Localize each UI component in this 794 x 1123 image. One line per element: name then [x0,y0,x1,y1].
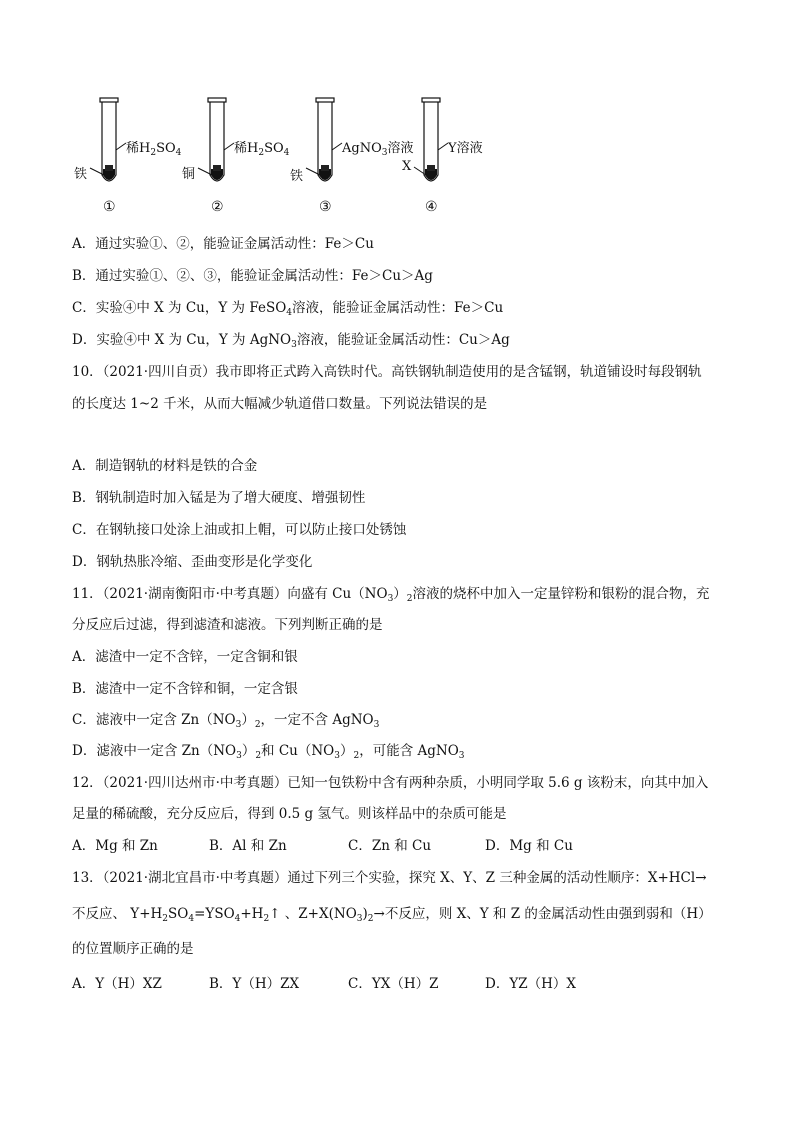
q9-option-b: B．通过实验①、②、③，能验证金属活动性：Fe＞Cu＞Ag [72,268,433,284]
tube-2-solid-label: 铜 [182,167,196,182]
q11-stem-line2: 分反应后过滤，得到滤渣和滤液。下列判断正确的是 [72,617,383,633]
q13-options [72,972,576,992]
q10-option-d: D．钢轨热胀冷缩、歪曲变形是化学变化 [72,554,313,570]
q10-option-b: B．钢轨制造时加入锰是为了增大硬度、增强韧性 [72,490,366,506]
q11-option-b: B．滤渣中一定不含锌和铜，一定含银 [72,681,298,697]
q12-option-a: A．Mg 和 Zn [72,838,158,854]
q13-stem-line2: 不反应、 $Y+H_2SO_4=YSO_4+H_2↑$ 、$Z+X(NO_3)_2\to$不反应，则 X、Y 和 Z 的金属活动性由强到弱和（H） [72,906,712,924]
tube-2-liquid-label: 稀$H_2SO_4$ [234,141,290,158]
q12-stem-line1: 12．（2021·四川达州市·中考真题）已知一包铁粉中含有两种杂质，小明同学取 5.6 g 该粉末，向其中加入 [72,775,709,791]
q9-option-a: A．通过实验①、②，能验证金属活动性：Fe＞Cu [72,236,374,252]
q13-option-b: B．Y（H）ZX [209,976,300,992]
tube-1-number: ① [103,199,116,215]
tube-1-solid-label: 铁 [74,167,88,182]
q11-option-d: D．滤液中一定含 $Zn(NO_3)_2$和 $Cu(NO_3)_2$，可能含 AgNO$_3$ [72,743,465,761]
q12-option-d: D．Mg 和 Cu [485,838,573,854]
q13-option-a: A．Y（H）XZ [72,976,162,992]
q11-stem-line1: 11．（2021·湖南衡阳市·中考真题）向盛有 $Cu(NO_3)_2$溶液的烧杯中加入一定量锌粉和银粉的混合物，充 [72,586,710,604]
tube-2-number: ② [211,199,224,215]
test-tube-2 [198,98,234,181]
q10-option-c: C．在钢轨接口处涂上油或扣上帽，可以防止接口处锈蚀 [72,522,407,538]
tube-3-number: ③ [319,199,332,215]
tube-4-number: ④ [425,199,438,215]
test-tube-figure [70,95,510,220]
q13-option-c: C．YX（H）Z [348,976,439,992]
q13-stem-line3: 的位置顺序正确的是 [72,941,194,957]
q11-option-a: A．滤渣中一定不含锌，一定含铜和银 [72,649,298,665]
tube-4-liquid-label: Y溶液 [448,141,483,156]
q12-options [72,834,573,854]
q10-option-a: A．制造钢轨的材料是铁的合金 [72,458,258,474]
tube-1-liquid-label: 稀$H_2SO_4$ [126,141,182,158]
q12-option-b: B．Al 和 Zn [209,838,287,854]
test-tube-1 [90,98,126,181]
q12-stem-line2: 足量的稀硫酸，充分反应后，得到 0.5 g 氢气。则该样品中的杂质可能是 [72,806,507,822]
q11-option-c: C．滤液中一定含 $Zn(NO_3)_2$，一定不含 AgNO$_3$ [72,712,380,730]
test-tube-4 [414,98,448,181]
tube-3-solid-label: 铁 [290,169,304,184]
q13-stem-line1: 13．（2021·湖北宜昌市·中考真题）通过下列三个实验，探究 X、Y、Z 三种金属的活动性顺序：X+HCl→ [72,870,707,886]
test-tube-3 [306,98,342,181]
q9-option-c: C．实验④中 X 为 Cu，Y 为 FeSO$_4$溶液，能验证金属活动性：Fe＞Cu [72,300,504,318]
tube-3-liquid-label: AgNO$_3$溶液 [342,141,414,158]
q10-stem-line2: 的长度达 1~2 千米，从而大幅减少轨道借口数量。下列说法错误的是 [72,396,488,412]
q9-option-d: D．实验④中 X 为 Cu，Y 为 AgNO$_3$溶液，能验证金属活动性：Cu＞Ag [72,332,510,350]
q12-option-c: C．Zn 和 Cu [348,838,432,854]
tube-4-solid-label: X [402,159,412,174]
q13-option-d: D．YZ（H）X [485,976,576,992]
q10-stem-line1: 10．（2021·四川自贡）我市即将正式跨入高铁时代。高铁钢轨制造使用的是含锰钢，轨道铺设时每段钢轨 [72,364,702,380]
